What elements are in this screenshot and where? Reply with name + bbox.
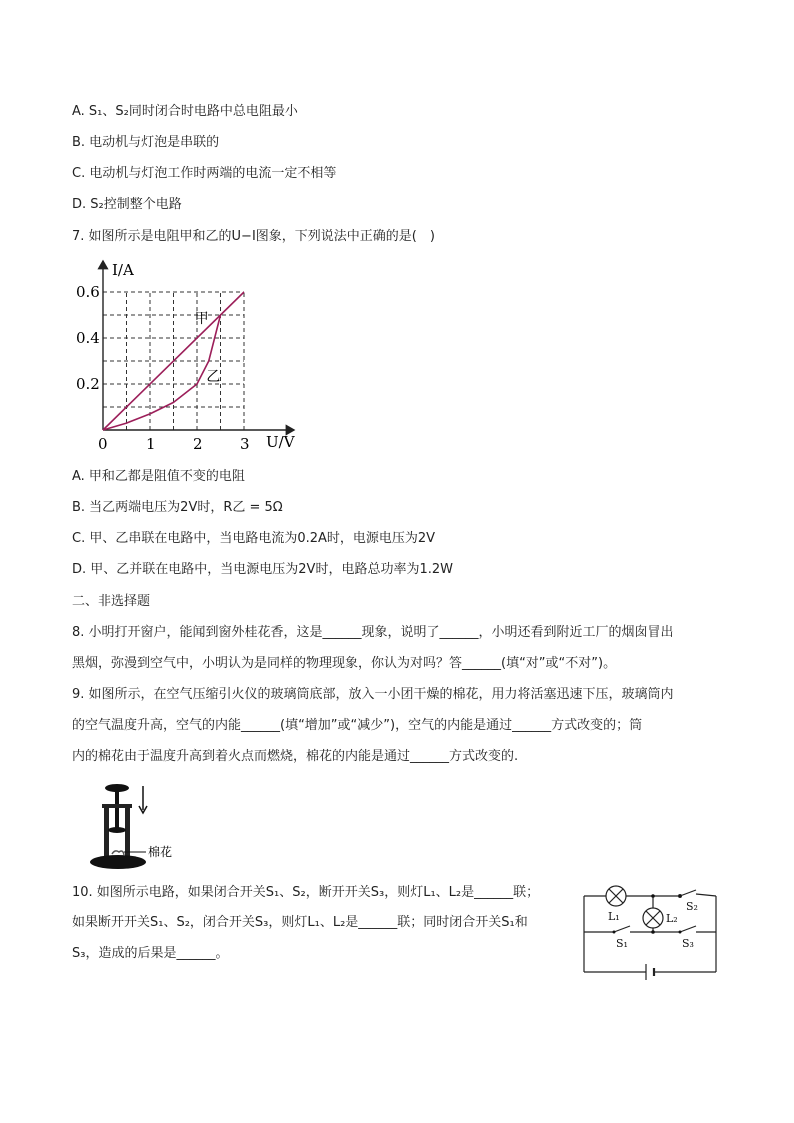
y-tick-label: 0.4 xyxy=(76,329,100,347)
y-tick-label: 0.6 xyxy=(76,283,100,301)
label-s2: S₂ xyxy=(686,900,698,913)
cotton xyxy=(112,851,124,855)
section-heading: 二、非选择题 xyxy=(72,594,151,609)
compression-igniter-figure xyxy=(88,782,198,874)
x-tick-label: 1 xyxy=(146,435,156,453)
q6-option-b: B. 电动机与灯泡是串联的 xyxy=(72,135,220,150)
label-l1: L₁ xyxy=(608,910,620,923)
q7-option-a: A. 甲和乙都是阻值不变的电阻 xyxy=(72,469,245,484)
glass-tube-left xyxy=(104,806,109,860)
label-s3: S₃ xyxy=(682,937,694,950)
x-axis-label: U/V xyxy=(266,433,295,451)
q8-line-1: 8. 小明打开窗户，能闻到窗外桂花香，这是______现象，说明了______，小明还看到附近工厂的烟囱冒出 xyxy=(72,625,674,640)
q10-line-3: S₃，造成的后果是______。 xyxy=(72,946,229,961)
q6-option-c: C. 电动机与灯泡工作时两端的电流一定不相等 xyxy=(72,166,337,181)
switch-s3 xyxy=(680,926,696,932)
q7-stem: 7. 如图所示是电阻甲和乙的U−I图象，下列说法中正确的是( ) xyxy=(72,229,435,244)
piston-rod xyxy=(115,790,119,828)
label-l2: L₂ xyxy=(666,912,678,925)
switch-s1 xyxy=(614,926,630,932)
circuit-diagram xyxy=(578,880,723,980)
x-tick-label: 2 xyxy=(193,435,203,453)
piston-head xyxy=(108,827,126,833)
q10-line-2: 如果断开开关S₁、S₂，闭合开关S₃，则灯L₁、L₂是______联；同时闭合开关S₁和 xyxy=(72,915,528,930)
switch-s2 xyxy=(680,890,696,896)
q7-option-c: C. 甲、乙串联在电路中，当电路电流为0.2A时，电源电压为2V xyxy=(72,531,436,546)
ui-chart xyxy=(62,255,312,455)
q9-line-1: 9. 如图所示，在空气压缩引火仪的玻璃筒底部，放入一小团干燥的棉花，用力将活塞迅速下压，玻璃筒内 xyxy=(72,687,674,702)
cotton-label: 棉花 xyxy=(148,845,173,859)
y-axis-label: I/A xyxy=(112,261,134,279)
q7-option-b: B. 当乙两端电压为2V时，R乙 = 5Ω xyxy=(72,500,283,515)
origin-label: 0 xyxy=(98,435,108,453)
tube-top xyxy=(102,804,132,808)
series-label-jia: 甲 xyxy=(194,311,209,327)
series-label-yi: 乙 xyxy=(206,369,221,386)
q6-option-a: A. S₁、S₂同时闭合时电路中总电阻最小 xyxy=(72,104,298,119)
label-s1: S₁ xyxy=(616,937,628,950)
base xyxy=(90,855,146,869)
x-tick-label: 3 xyxy=(240,435,250,453)
q7-option-d: D. 甲、乙并联在电路中，当电源电压为2V时，电路总功率为1.2W xyxy=(72,562,453,577)
y-tick-label: 0.2 xyxy=(76,375,100,393)
q8-line-2: 黑烟，弥漫到空气中，小明认为是同样的物理现象，你认为对吗？答______(填“对”或“不对”)。 xyxy=(72,656,617,671)
q6-option-d: D. S₂控制整个电路 xyxy=(72,197,182,212)
q9-line-3: 内的棉花由于温度升高到着火点而燃烧，棉花的内能是通过______方式改变的. xyxy=(72,749,519,764)
q9-line-2: 的空气温度升高，空气的内能______(填“增加”或“减少”)，空气的内能是通过______方式改变的；筒 xyxy=(72,718,643,733)
q10-line-1: 10. 如图所示电路，如果闭合开关S₁、S₂，断开开关S₃，则灯L₁、L₂是______联； xyxy=(72,885,540,900)
